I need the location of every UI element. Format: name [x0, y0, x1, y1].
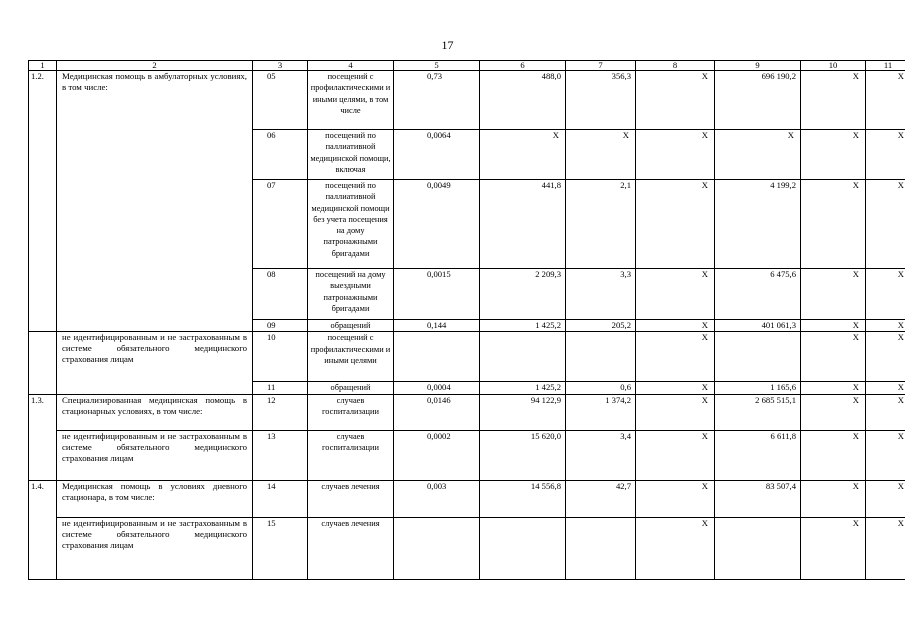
page-number: 17 — [441, 38, 454, 52]
table-row — [29, 517, 905, 579]
unit-cell: случаев лечения — [308, 480, 394, 517]
cell-col7: 1 374,2 — [566, 394, 636, 430]
row-code: 13 — [253, 430, 308, 480]
unit-cell: посещений по паллиативной медицинской помощи, включая — [308, 130, 394, 180]
cell-col9 — [715, 332, 801, 382]
cell-col9: 696 190,2 — [715, 71, 801, 130]
cell-col5: 0,0004 — [394, 382, 480, 394]
cell-col11: X — [866, 269, 905, 320]
cell-col10: X — [801, 71, 866, 130]
unit-cell: посещений на дому выездными патронажными бригадами — [308, 269, 394, 320]
row-code: 12 — [253, 394, 308, 430]
cell-col11: X — [866, 480, 905, 517]
section-number: 1.2. — [29, 71, 57, 332]
row-description: не идентифицированным и не застрахованным в системе обязательного медицинского страхования лицам — [57, 430, 253, 480]
cell-col5: 0,0049 — [394, 180, 480, 269]
cell-col9: X — [715, 130, 801, 180]
cell-col8: X — [636, 517, 715, 579]
header-cell: 10 — [801, 61, 866, 71]
row-description: Специализированная медицинская помощь в стационарных условиях, в том числе: — [57, 394, 253, 430]
cell-col9: 1 165,6 — [715, 382, 801, 394]
row-code: 09 — [253, 320, 308, 332]
row-code: 08 — [253, 269, 308, 320]
cell-col11: X — [866, 382, 905, 394]
unit-cell: посещений по паллиативной медицинской помощи без учета посещения на дому патронажными бригадами — [308, 180, 394, 269]
cell-col10: X — [801, 180, 866, 269]
unit-cell: случаев лечения — [308, 517, 394, 579]
row-code: 10 — [253, 332, 308, 382]
cell-col8: X — [636, 71, 715, 130]
data-table — [28, 60, 905, 580]
cell-col5 — [394, 332, 480, 382]
cell-col5 — [394, 517, 480, 579]
cell-col11: X — [866, 180, 905, 269]
unit-cell: случаев госпитализации — [308, 430, 394, 480]
row-description: не идентифицированным и не застрахованным в системе обязательного медицинского страхования лицам — [57, 517, 253, 579]
cell-col9: 83 507,4 — [715, 480, 801, 517]
cell-col7: 0,6 — [566, 382, 636, 394]
header-cell: 2 — [57, 61, 253, 71]
cell-col5: 0,144 — [394, 320, 480, 332]
cell-col7: 2,1 — [566, 180, 636, 269]
cell-col7: 356,3 — [566, 71, 636, 130]
cell-col11: X — [866, 517, 905, 579]
cell-col10: X — [801, 269, 866, 320]
cell-col6: 14 556,8 — [480, 480, 566, 517]
table-row — [29, 394, 905, 430]
row-code: 11 — [253, 382, 308, 394]
cell-col6: 1 425,2 — [480, 382, 566, 394]
cell-col7: 3,3 — [566, 269, 636, 320]
header-cell: 5 — [394, 61, 480, 71]
cell-col10: X — [801, 382, 866, 394]
cell-col9: 6 475,6 — [715, 269, 801, 320]
header-cell: 1 — [29, 61, 57, 71]
cell-col7: 3,4 — [566, 430, 636, 480]
cell-col9: 6 611,8 — [715, 430, 801, 480]
cell-col11: X — [866, 320, 905, 332]
cell-col5: 0,73 — [394, 71, 480, 130]
cell-col6 — [480, 517, 566, 579]
cell-col11: X — [866, 394, 905, 430]
table-row — [29, 71, 905, 130]
table-row — [29, 332, 905, 382]
section-number: 1.4. — [29, 480, 57, 579]
row-code: 07 — [253, 180, 308, 269]
table-row — [29, 430, 905, 480]
cell-col6: 15 620,0 — [480, 430, 566, 480]
cell-col5: 0,003 — [394, 480, 480, 517]
cell-col7 — [566, 332, 636, 382]
cell-col10: X — [801, 130, 866, 180]
cell-col7 — [566, 517, 636, 579]
cell-col5: 0,0015 — [394, 269, 480, 320]
cell-col10: X — [801, 332, 866, 382]
cell-col8: X — [636, 320, 715, 332]
unit-cell: посещений с профилактическими и иными целями, в том числе — [308, 71, 394, 130]
cell-col10: X — [801, 394, 866, 430]
cell-col8: X — [636, 430, 715, 480]
unit-cell: обращений — [308, 382, 394, 394]
cell-col6: 441,8 — [480, 180, 566, 269]
cell-col6: 1 425,2 — [480, 320, 566, 332]
cell-col6: 94 122,9 — [480, 394, 566, 430]
header-cell: 9 — [715, 61, 801, 71]
cell-col6: 488,0 — [480, 71, 566, 130]
unit-cell: случаев госпитализации — [308, 394, 394, 430]
header-cell: 7 — [566, 61, 636, 71]
cell-col11: X — [866, 71, 905, 130]
cell-col10: X — [801, 480, 866, 517]
cell-col8: X — [636, 480, 715, 517]
cell-col6 — [480, 332, 566, 382]
cell-col8: X — [636, 180, 715, 269]
row-description: Медицинская помощь в амбулаторных условиях, в том числе: — [57, 71, 253, 332]
cell-col8: X — [636, 382, 715, 394]
row-code: 05 — [253, 71, 308, 130]
header-row — [29, 61, 905, 71]
cell-col7: 205,2 — [566, 320, 636, 332]
cell-col6: X — [480, 130, 566, 180]
cell-col7: 42,7 — [566, 480, 636, 517]
cell-col10: X — [801, 320, 866, 332]
cell-col9: 2 685 515,1 — [715, 394, 801, 430]
cell-col7: X — [566, 130, 636, 180]
cell-col8: X — [636, 332, 715, 382]
cell-col6: 2 209,3 — [480, 269, 566, 320]
row-code: 15 — [253, 517, 308, 579]
cell-col9: 401 061,3 — [715, 320, 801, 332]
row-description: Медицинская помощь в условиях дневного стационара, в том числе: — [57, 480, 253, 517]
cell-col10: X — [801, 430, 866, 480]
unit-cell: посещений с профилактическими и иными целями — [308, 332, 394, 382]
cell-col8: X — [636, 269, 715, 320]
header-cell: 8 — [636, 61, 715, 71]
header-cell: 4 — [308, 61, 394, 71]
cell-col11: X — [866, 332, 905, 382]
cell-col5: 0,0002 — [394, 430, 480, 480]
table-row — [29, 480, 905, 517]
header-cell: 3 — [253, 61, 308, 71]
unit-cell: обращений — [308, 320, 394, 332]
section-number — [29, 332, 57, 394]
header-cell: 6 — [480, 61, 566, 71]
cell-col9: 4 199,2 — [715, 180, 801, 269]
cell-col5: 0,0064 — [394, 130, 480, 180]
row-code: 06 — [253, 130, 308, 180]
row-code: 14 — [253, 480, 308, 517]
row-description: не идентифицированным и не застрахованным в системе обязательного медицинского страхования лицам — [57, 332, 253, 394]
cell-col11: X — [866, 430, 905, 480]
cell-col8: X — [636, 394, 715, 430]
cell-col10: X — [801, 517, 866, 579]
cell-col8: X — [636, 130, 715, 180]
cell-col11: X — [866, 130, 905, 180]
header-cell: 11 — [866, 61, 905, 71]
section-number: 1.3. — [29, 394, 57, 480]
cell-col5: 0,0146 — [394, 394, 480, 430]
cell-col9 — [715, 517, 801, 579]
